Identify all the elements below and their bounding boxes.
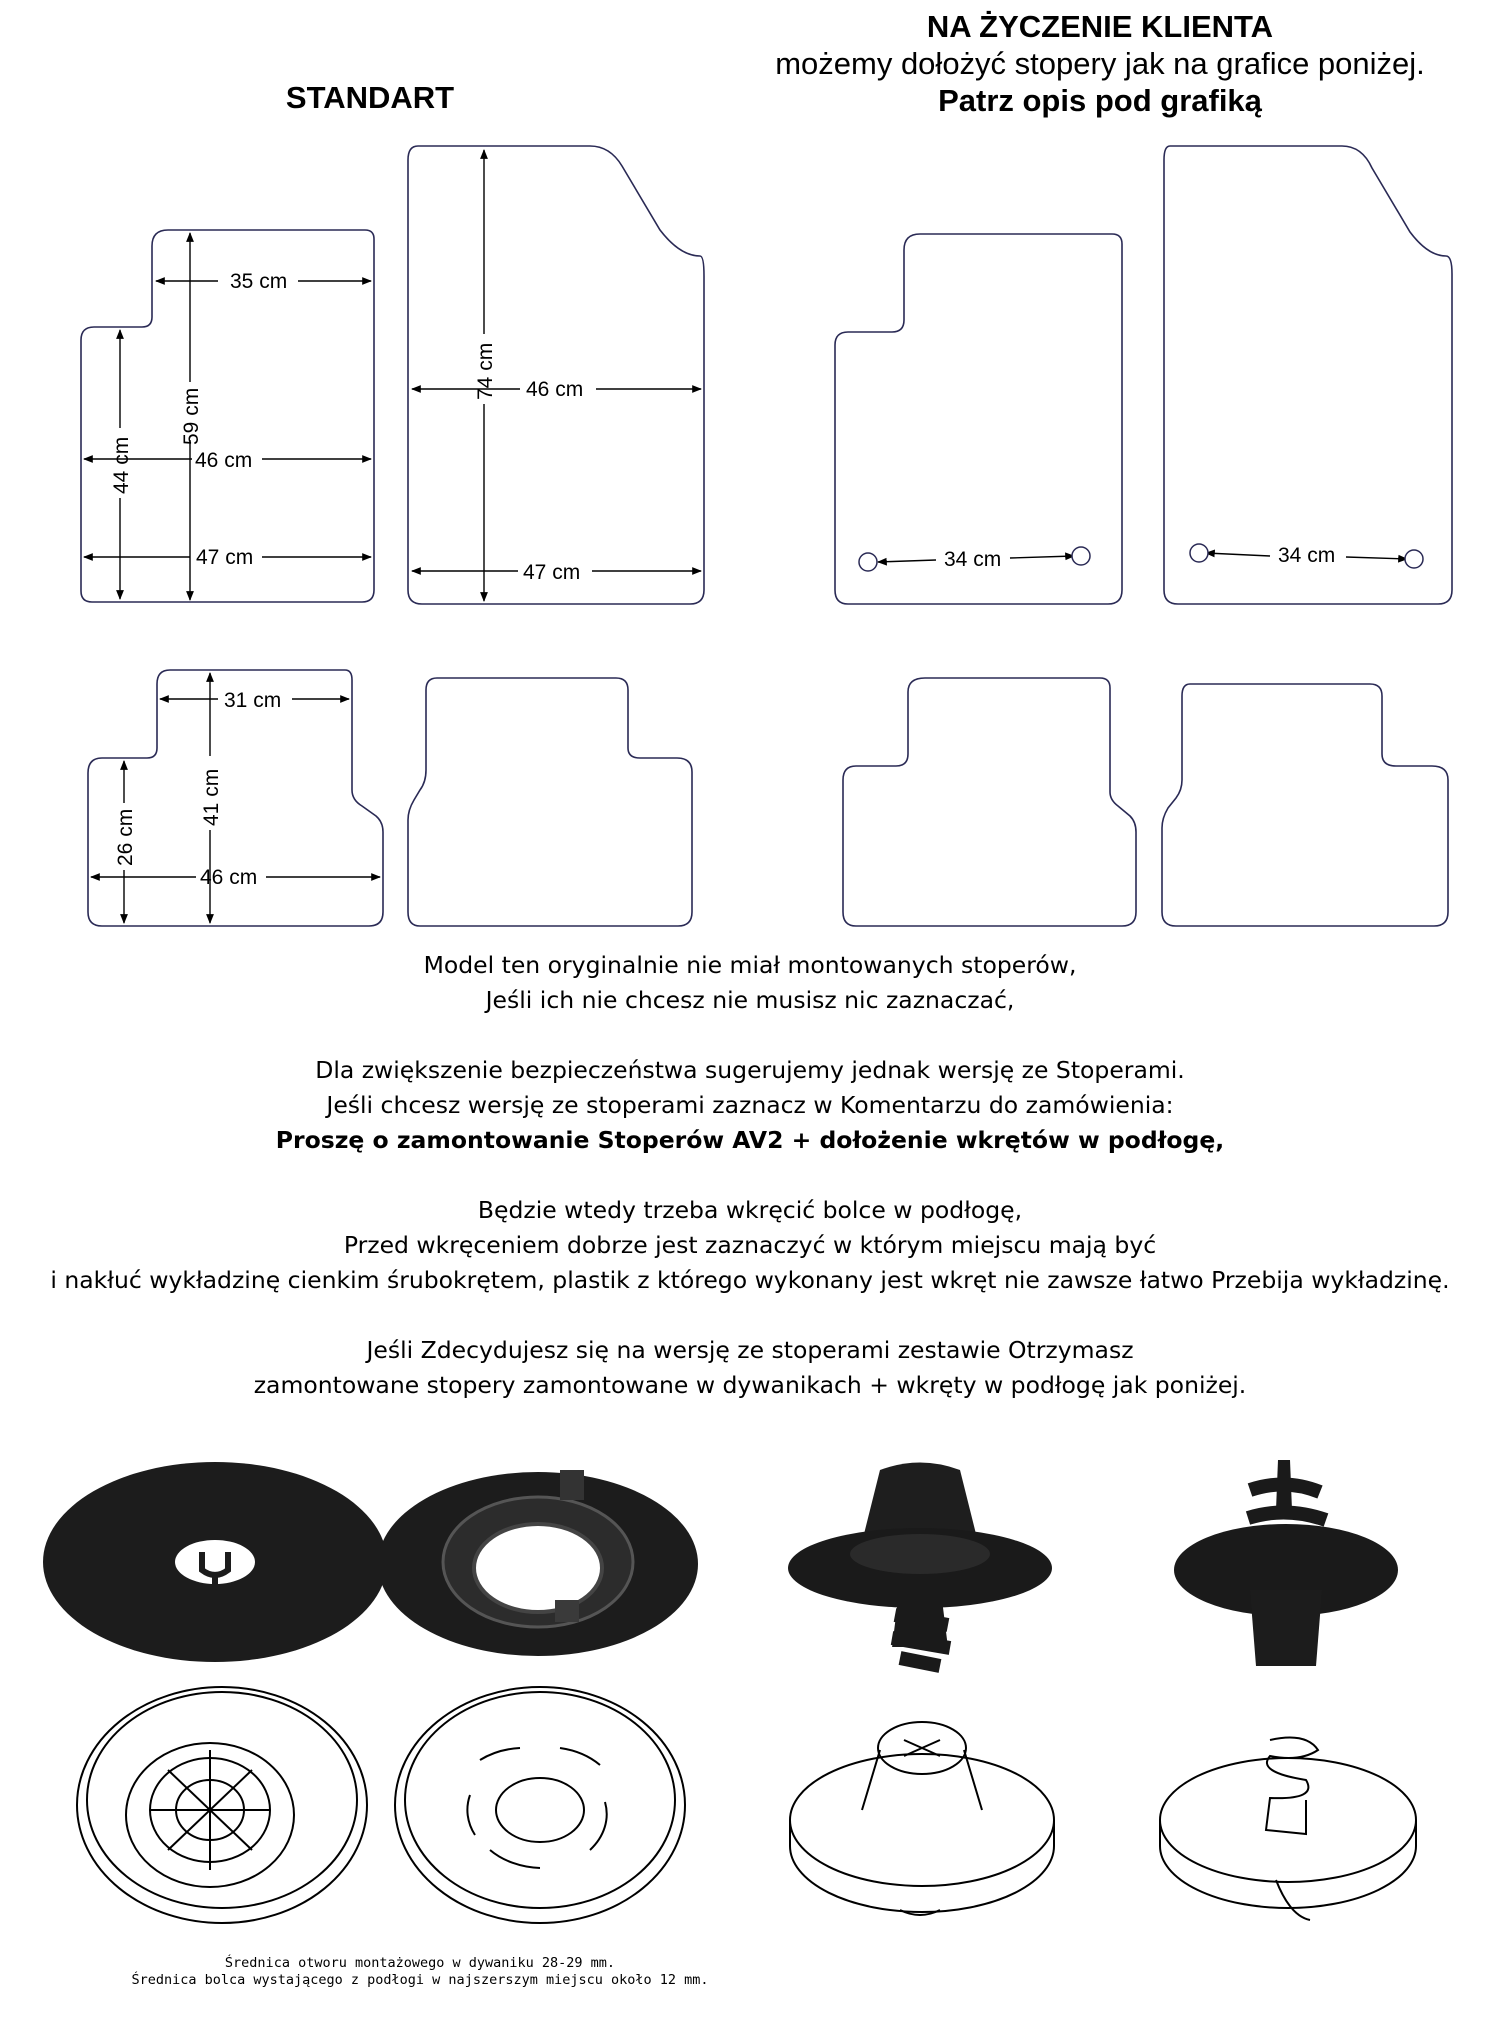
- dim-rear-left-side-height: 26 cm: [114, 808, 137, 866]
- stopper-hole-icon: [1072, 547, 1090, 565]
- stopper-hole-icon: [859, 553, 877, 571]
- stopper-mat-rear-right-outline: [1162, 684, 1448, 926]
- stopper-disc-top-view-icon: [43, 1462, 387, 1662]
- stoppers-illustration: [0, 1450, 1500, 1950]
- standard-title: STANDART: [285, 80, 455, 115]
- caption-line: Średnica otworu montażowego w dywaniku 28-29 mm.: [224, 1955, 616, 1971]
- floor-stud-screw-down-icon: [788, 1463, 1052, 1667]
- dim-rear-left-top-width: 31 cm: [224, 689, 282, 712]
- description-line: Jeśli chcesz wersję ze stoperami zaznacz w Komentarzu do zamówienia:: [326, 1091, 1174, 1119]
- custom-subtitle: możemy dołożyć stopery jak na grafice poniżej.: [775, 46, 1425, 81]
- floor-stud-outline-icon: [790, 1722, 1054, 1915]
- stopper-hole-icon: [1405, 550, 1423, 568]
- mat-rear-right-outline: [408, 678, 692, 926]
- description-line: Dla zwiększenie bezpieczeństwa sugerujemy jednak wersję ze Stoperami.: [315, 1056, 1185, 1084]
- stopper-disc-bottom-view-icon: [378, 1470, 698, 1656]
- description: [0, 948, 1500, 1403]
- description-line: Jeśli Zdecydujesz się na wersję ze stoperami zestawie Otrzymasz: [366, 1336, 1134, 1364]
- mats-diagram: [0, 0, 1500, 940]
- dim-front-left-mid-width: 46 cm: [195, 449, 253, 472]
- dim-rear-left-bottom-width: 46 cm: [200, 866, 258, 889]
- stopper-caption: [100, 1955, 740, 1989]
- description-line: zamontowane stopery zamontowane w dywanikach + wkręty w podłogę jak poniżej.: [253, 1371, 1247, 1399]
- custom-note: Patrz opis pod grafiką: [938, 83, 1262, 118]
- dim-front-left-height: 59 cm: [180, 387, 203, 445]
- dim-front-left-side-height: 44 cm: [110, 436, 133, 494]
- mat-front-right-outline: [408, 146, 704, 604]
- stopper-hole-icon: [1190, 544, 1208, 562]
- stopper-disc-outline-icon: [77, 1687, 367, 1923]
- stopper-mat-front-right-outline: [1164, 146, 1452, 604]
- floor-stud-up-outline-icon: [1160, 1738, 1416, 1920]
- dim-front-left-top-width: 35 cm: [230, 270, 288, 293]
- description-line: Jeśli ich nie chcesz nie musisz nic zaznaczać,: [485, 986, 1015, 1014]
- description-line: i nakłuć wykładzinę cienkim śrubokrętem, plastik z którego wykonany jest wkręt nie zawsze łatwo Przebija wykładzinę.: [50, 1266, 1450, 1294]
- dim-front-right-mid-width: 46 cm: [526, 378, 584, 401]
- dim-stopper-left-spacing: 34 cm: [944, 548, 1002, 571]
- floor-stud-screw-up-icon: [1174, 1460, 1398, 1666]
- order-comment-instruction: Proszę o zamontowanie Stoperów AV2 + dołożenie wkrętów w podłogę,: [275, 1126, 1225, 1154]
- dim-front-right-height: 74 cm: [474, 342, 497, 400]
- description-line: Model ten oryginalnie nie miał montowanych stoperów,: [423, 951, 1077, 979]
- custom-title: NA ŻYCZENIE KLIENTA: [926, 9, 1274, 44]
- stopper-ring-outline-icon: [395, 1687, 685, 1923]
- description-line: Będzie wtedy trzeba wkręcić bolce w podłogę,: [477, 1196, 1023, 1224]
- stopper-mat-rear-left-outline: [843, 678, 1136, 926]
- caption-line: Średnica bolca wystającego z podłogi w najszerszym miejscu około 12 mm.: [131, 1972, 709, 1988]
- description-line: Przed wkręceniem dobrze jest zaznaczyć w którym miejscu mają być: [343, 1231, 1157, 1259]
- dim-stopper-right-spacing: 34 cm: [1278, 544, 1336, 567]
- dim-front-left-bottom-width: 47 cm: [196, 546, 254, 569]
- dim-rear-left-height: 41 cm: [200, 768, 223, 826]
- dim-front-right-bottom-width: 47 cm: [523, 561, 581, 584]
